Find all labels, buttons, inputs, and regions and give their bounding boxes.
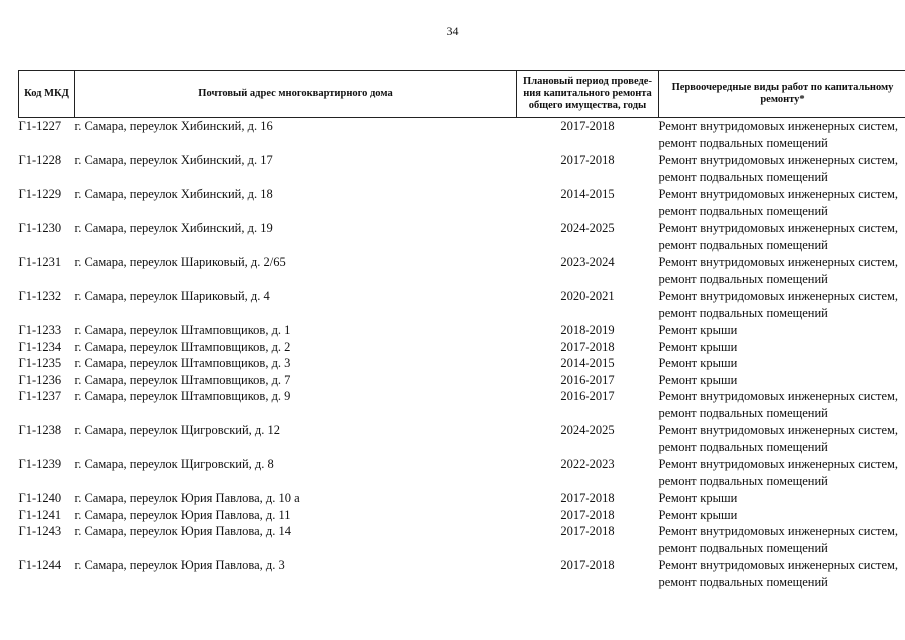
repair-period: 2017-2018: [560, 491, 615, 505]
priority-works: [659, 355, 905, 372]
works-line: Ремонт внутридомовых инженерных систем,: [658, 389, 899, 403]
mkd-code: Г1-1227: [18, 119, 62, 133]
works-line: Ремонт крыши: [658, 356, 738, 370]
repair-period: 2017-2018: [560, 524, 615, 538]
works-line: Ремонт крыши: [658, 323, 738, 337]
repair-period: 2017-2018: [560, 558, 615, 572]
works-line: Ремонт крыши: [658, 507, 738, 522]
priority-works: [659, 507, 905, 524]
works-line: Ремонт крыши: [658, 491, 738, 505]
repair-period: 2024-2025: [560, 221, 615, 235]
works-line: Ремонт внутридомовых инженерных систем,: [658, 457, 899, 471]
table-row: [19, 388, 905, 422]
table-row: [19, 372, 905, 389]
repair-period: 2014-2015: [560, 187, 615, 201]
table-row: [19, 557, 905, 591]
works-line: ремонт подвальных помещений: [658, 574, 828, 589]
priority-works: [659, 339, 905, 356]
postal-address: г. Самара, переулок Юрия Павлова, д. 14: [74, 524, 291, 538]
postal-address: г. Самара, переулок Хибинский, д. 17: [74, 153, 273, 167]
postal-address: г. Самара, переулок Хибинский, д. 19: [74, 221, 273, 235]
repair-period: 2017-2018: [560, 153, 615, 167]
table-row: [19, 355, 905, 372]
postal-address: г. Самара, переулок Щигровский, д. 8: [74, 457, 274, 471]
postal-address: г. Самара, переулок Хибинский, д. 18: [74, 187, 273, 201]
works-line: Ремонт крыши: [658, 372, 738, 387]
works-line: ремонт подвальных помещений: [658, 135, 828, 150]
priority-works: [659, 288, 905, 322]
repair-period: 2017-2018: [560, 339, 615, 354]
repair-period: 2016-2017: [560, 389, 615, 403]
postal-address: г. Самара, переулок Шариковый, д. 2/65: [74, 255, 286, 269]
header-works: Первоочередные виды работ по капитальному ремонту*: [659, 71, 905, 118]
postal-address: г. Самара, переулок Штамповщиков, д. 3: [74, 356, 291, 370]
repair-period: 2023-2024: [560, 255, 615, 269]
works-line: Ремонт внутридомовых инженерных систем,: [658, 153, 899, 167]
page-number: 34: [446, 24, 459, 38]
works-line: Ремонт внутридомовых инженерных систем,: [658, 221, 899, 235]
repair-schedule-table: [18, 70, 905, 591]
priority-works: [659, 118, 905, 153]
mkd-code: Г1-1243: [18, 524, 62, 538]
postal-address: г. Самара, переулок Штамповщиков, д. 9: [74, 389, 291, 403]
table-header-row: [19, 71, 905, 118]
mkd-code: Г1-1231: [18, 255, 62, 269]
repair-period: 2014-2015: [560, 356, 615, 370]
works-line: ремонт подвальных помещений: [658, 237, 828, 252]
works-line: ремонт подвальных помещений: [658, 540, 828, 555]
table-row: [19, 490, 905, 507]
mkd-code: Г1-1244: [18, 558, 62, 572]
repair-period: 2017-2018: [560, 507, 615, 522]
header-address: Почтовый адрес многоквартирного дома: [75, 71, 517, 118]
mkd-code: Г1-1234: [18, 339, 62, 354]
works-line: ремонт подвальных помещений: [658, 169, 828, 184]
priority-works: [659, 254, 905, 288]
header-period: Плановый период проведе- ния капитального ремонта общего имущества, годы: [517, 71, 659, 118]
postal-address: г. Самара, переулок Штамповщиков, д. 1: [74, 323, 291, 337]
table-row: [19, 288, 905, 322]
postal-address: г. Самара, переулок Юрия Павлова, д. 11: [74, 507, 291, 522]
postal-address: г. Самара, переулок Юрия Павлова, д. 3: [74, 558, 285, 572]
table-row: [19, 220, 905, 254]
priority-works: [659, 152, 905, 186]
mkd-code: Г1-1230: [18, 221, 62, 235]
mkd-code: Г1-1239: [18, 457, 62, 471]
table-row: [19, 186, 905, 220]
works-line: Ремонт внутридомовых инженерных систем,: [658, 289, 899, 303]
works-line: Ремонт внутридомовых инженерных систем,: [658, 524, 899, 538]
mkd-code: Г1-1240: [18, 491, 62, 505]
table-row: [19, 507, 905, 524]
works-line: Ремонт внутридомовых инженерных систем,: [658, 255, 899, 269]
mkd-code: Г1-1241: [18, 507, 62, 522]
works-line: Ремонт внутридомовых инженерных систем,: [658, 187, 899, 201]
table-body: [19, 118, 905, 592]
postal-address: г. Самара, переулок Штамповщиков, д. 7: [74, 372, 291, 387]
mkd-code: Г1-1235: [18, 356, 62, 370]
header-code: Код МКД: [19, 71, 75, 118]
table-row: [19, 254, 905, 288]
mkd-code: Г1-1232: [18, 289, 62, 303]
mkd-code: Г1-1237: [18, 389, 62, 403]
works-line: ремонт подвальных помещений: [658, 405, 828, 420]
postal-address: г. Самара, переулок Хибинский, д. 16: [74, 119, 273, 133]
mkd-code: Г1-1238: [18, 423, 62, 437]
priority-works: [659, 422, 905, 456]
mkd-code: Г1-1229: [18, 187, 62, 201]
works-line: ремонт подвальных помещений: [658, 203, 828, 218]
priority-works: [659, 186, 905, 220]
priority-works: [659, 557, 905, 591]
repair-period: 2022-2023: [560, 457, 615, 471]
priority-works: [659, 456, 905, 490]
table-row: [19, 456, 905, 490]
table-row: [19, 152, 905, 186]
repair-period: 2018-2019: [560, 323, 615, 337]
works-line: Ремонт внутридомовых инженерных систем,: [658, 423, 899, 437]
works-line: ремонт подвальных помещений: [658, 473, 828, 488]
postal-address: г. Самара, переулок Щигровский, д. 12: [74, 423, 280, 437]
table-row: [19, 422, 905, 456]
postal-address: г. Самара, переулок Шариковый, д. 4: [74, 289, 270, 303]
priority-works: [659, 523, 905, 557]
postal-address: г. Самара, переулок Юрия Павлова, д. 10 а: [74, 491, 300, 505]
works-line: Ремонт внутридомовых инженерных систем,: [658, 119, 899, 133]
repair-period: 2016-2017: [560, 372, 615, 387]
repair-period: 2017-2018: [560, 119, 615, 133]
repair-period: 2024-2025: [560, 423, 615, 437]
works-line: Ремонт внутридомовых инженерных систем,: [658, 558, 899, 572]
table-row: [19, 322, 905, 339]
priority-works: [659, 490, 905, 507]
works-line: ремонт подвальных помещений: [658, 439, 828, 454]
works-line: Ремонт крыши: [658, 339, 738, 354]
repair-period: 2020-2021: [560, 289, 615, 303]
table-row: [19, 118, 905, 153]
postal-address: г. Самара, переулок Штамповщиков, д. 2: [74, 339, 291, 354]
works-line: ремонт подвальных помещений: [658, 305, 828, 320]
mkd-code: Г1-1233: [18, 323, 62, 337]
table-row: [19, 339, 905, 356]
works-line: ремонт подвальных помещений: [658, 271, 828, 286]
priority-works: [659, 372, 905, 389]
table-row: [19, 523, 905, 557]
mkd-code: Г1-1228: [18, 153, 62, 167]
priority-works: [659, 220, 905, 254]
priority-works: [659, 388, 905, 422]
mkd-code: Г1-1236: [18, 372, 62, 387]
priority-works: [659, 322, 905, 339]
